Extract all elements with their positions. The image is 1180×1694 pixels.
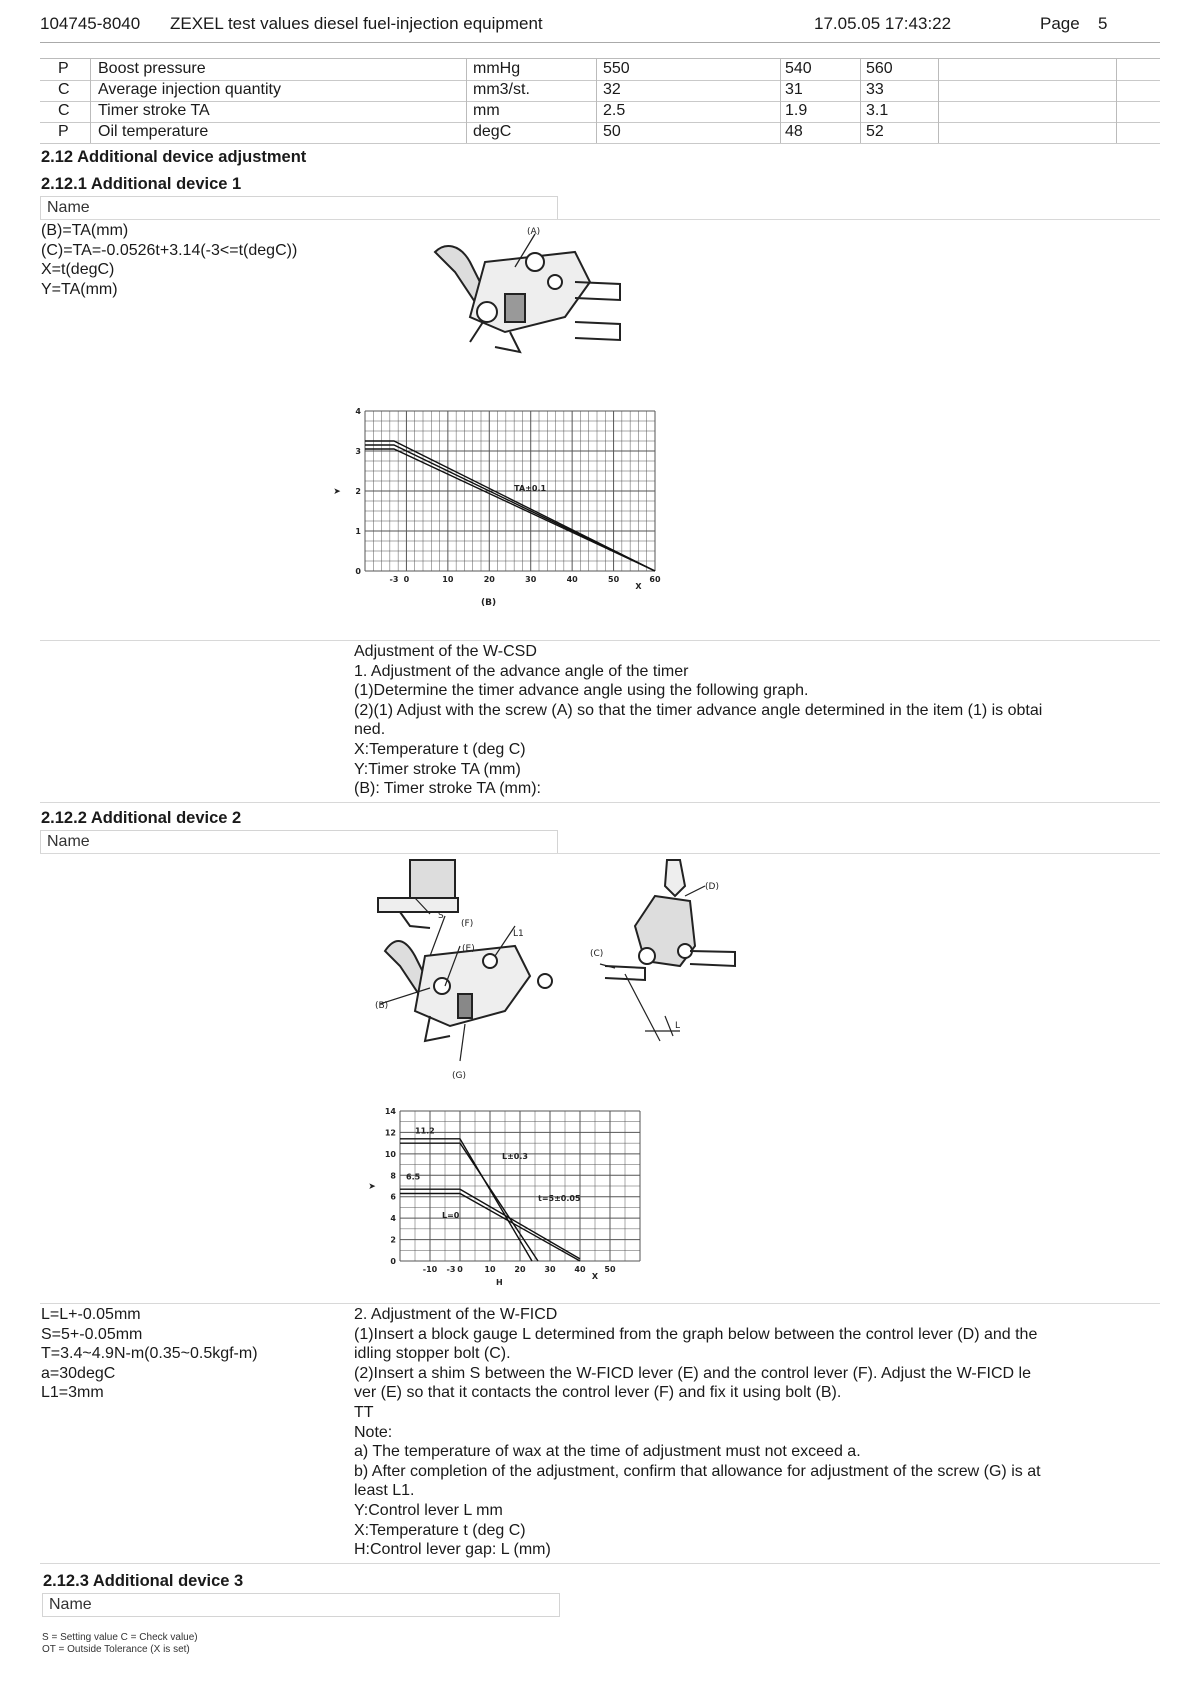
- row-name: Timer stroke TA: [98, 102, 210, 119]
- table-col-divider: [596, 59, 597, 143]
- x-tick-label: -10: [422, 1265, 438, 1274]
- y-tick-label: 0: [390, 1257, 396, 1266]
- y-tick-label: 2: [390, 1235, 396, 1245]
- row-value: 50: [603, 123, 621, 140]
- device3-title: 2.12.3 Additional device 3: [43, 1572, 244, 1590]
- instruction-line: b) After completion of the adjustment, confirm that allowance for adjustment of the screw (G) is at: [354, 1462, 1041, 1480]
- param-line: a=30degC: [41, 1364, 116, 1382]
- row-type: P: [58, 60, 69, 77]
- w-ficd-mechanism-drawing: [370, 856, 570, 1086]
- y-tick-label: 2: [355, 487, 361, 496]
- device1-name-field: Name: [40, 196, 558, 220]
- instruction-line: a) The temperature of wax at the time of adjustment must not exceed a.: [354, 1443, 861, 1461]
- param-line: (B)=TA(mm): [41, 222, 129, 239]
- row-type: C: [58, 102, 70, 119]
- x-tick-label: 30: [525, 575, 537, 584]
- doc-number: 104745-8040: [40, 14, 141, 33]
- doc-title: ZEXEL test values diesel fuel-injection equipment: [170, 14, 543, 33]
- table-row: [40, 101, 1160, 123]
- instruction-line: (2)Insert a shim S between the W-FICD lever (E) and the control lever (F). Adjust the W-FICD le: [354, 1364, 1031, 1382]
- chart-annotation: L=0: [442, 1211, 460, 1221]
- chart-annotation: TA±0.1: [514, 484, 547, 493]
- figure-label-a: (A): [527, 227, 541, 237]
- table-col-divider: [466, 59, 467, 143]
- device2-name-field: Name: [40, 830, 558, 854]
- row-max: 3.1: [866, 102, 889, 119]
- x-axis-label: X: [635, 582, 642, 591]
- row-type: P: [58, 123, 69, 140]
- instruction-line: least L1.: [354, 1482, 415, 1500]
- figure-label-g: (G): [452, 1071, 466, 1081]
- device1-bottom-rule: [40, 802, 1160, 803]
- instruction-line: 2. Adjustment of the W-FICD: [354, 1306, 558, 1323]
- chart-annotation: t=5±0.05: [538, 1194, 581, 1203]
- chart-annotation: 6.5: [406, 1172, 421, 1182]
- x-tick-label: 40: [574, 1265, 586, 1274]
- instruction-line: ver (E) so that it contacts the control lever (F) and fix it using bolt (B).: [354, 1384, 842, 1402]
- y-tick-label: 3: [355, 447, 361, 456]
- page-number: 5: [1098, 14, 1108, 33]
- x-tick-label: 30: [544, 1265, 556, 1274]
- row-min: 31: [785, 81, 803, 98]
- series-line-center: [365, 445, 655, 571]
- figure-label-b: (B): [375, 1001, 389, 1011]
- device3-name-field: Name: [42, 1593, 560, 1617]
- param-line: Y=TA(mm): [41, 280, 118, 298]
- instruction-line: TT: [354, 1403, 374, 1421]
- row-unit: mm3/st.: [473, 81, 530, 98]
- table-col-divider: [780, 59, 781, 143]
- instruction-line: idling stopper bolt (C).: [354, 1345, 511, 1363]
- row-name: Average injection quantity: [98, 81, 281, 98]
- device2-bottom-rule: [40, 1563, 1160, 1564]
- figure-label-d: (D): [705, 882, 719, 892]
- control-lever-gap-chart: [368, 1105, 710, 1300]
- instruction-line: H:Control lever gap: L (mm): [354, 1541, 551, 1559]
- section-title: 2.12 Additional device adjustment: [41, 148, 307, 166]
- instruction-line: (B): Timer stroke TA (mm):: [354, 780, 541, 798]
- legend-line: OT = Outside Tolerance (X is set): [42, 1644, 190, 1655]
- figure-label-s: S: [438, 911, 444, 921]
- x-tick-label: 0: [403, 575, 410, 584]
- row-unit: degC: [473, 123, 512, 140]
- param-line: X=t(degC): [41, 261, 115, 279]
- h-axis-label: H: [496, 1278, 503, 1287]
- row-name: Boost pressure: [98, 60, 206, 77]
- w-csd-mechanism-drawing: [425, 222, 645, 362]
- instruction-line: 1. Adjustment of the advance angle of the timer: [354, 662, 689, 680]
- x-tick-label: -3: [389, 575, 399, 584]
- table-row: [40, 122, 1160, 144]
- y-tick-label: 1: [355, 527, 361, 536]
- chart-annotation: 11.2: [415, 1126, 435, 1136]
- series-line-upper: [365, 441, 655, 571]
- legend-line: S = Setting value C = Check value): [42, 1632, 198, 1643]
- row-min: 48: [785, 123, 803, 140]
- x-tick-label: 50: [604, 1265, 616, 1274]
- instruction-line: ned.: [354, 721, 386, 739]
- row-max: 52: [866, 123, 884, 140]
- x-tick-label: 10: [484, 1265, 496, 1274]
- device2-top-rule: [40, 853, 1160, 854]
- figure-label-l: L: [675, 1021, 681, 1031]
- page-header: [0, 0, 1180, 44]
- row-max: 560: [866, 60, 893, 77]
- control-lever-drawing: [585, 856, 745, 1056]
- y-tick-label: 14: [384, 1107, 396, 1116]
- x-tick-label: 20: [514, 1265, 526, 1274]
- device2-instructions: [354, 1305, 1041, 1560]
- chart-bottom-label: (B): [481, 598, 497, 608]
- instruction-line: Adjustment of the W-CSD: [354, 643, 537, 660]
- table-col-divider: [860, 59, 861, 143]
- figure-label-l1: L1: [513, 929, 524, 939]
- device1-mid-rule: [40, 640, 1160, 641]
- x-axis-label: X: [591, 1272, 599, 1281]
- instruction-line: (1)Insert a block gauge L determined from the graph below between the control lever (D) and the: [354, 1325, 1038, 1343]
- device1-top-rule: [40, 219, 1160, 220]
- instruction-line: Y:Timer stroke TA (mm): [354, 760, 521, 778]
- table-col-divider: [1116, 59, 1117, 143]
- series-line-lower: [365, 449, 655, 571]
- y-tick-label: 8: [390, 1171, 396, 1181]
- device2-params: [41, 1305, 258, 1403]
- device1-params: [41, 221, 297, 299]
- y-tick-label: 10: [384, 1149, 396, 1159]
- table-col-divider: [938, 59, 939, 143]
- param-line: S=5+-0.05mm: [41, 1325, 143, 1343]
- instruction-line: Note:: [354, 1423, 393, 1441]
- row-name: Oil temperature: [98, 123, 209, 140]
- instruction-line: Y:Control lever L mm: [354, 1501, 503, 1519]
- device2-mid-rule: [40, 1303, 1160, 1304]
- param-line: L1=3mm: [41, 1384, 104, 1402]
- x-tick-label: -3: [446, 1265, 456, 1274]
- x-tick-label: 0: [457, 1265, 463, 1274]
- figure-label-f: (F): [461, 919, 474, 929]
- device1-instructions: [354, 642, 1042, 799]
- device1-title: 2.12.1 Additional device 1: [41, 175, 242, 193]
- row-value: 550: [603, 60, 630, 77]
- chart-annotation: L±0.3: [502, 1152, 528, 1162]
- table-row: [40, 80, 1160, 102]
- doc-timestamp: 17.05.05 17:43:22: [814, 14, 952, 33]
- param-line: T=3.4~4.9N-m(0.35~0.5kgf-m): [41, 1345, 258, 1363]
- y-tick-label: 12: [384, 1128, 396, 1138]
- figure-label-e: (E): [462, 944, 475, 954]
- param-line: L=L+-0.05mm: [41, 1306, 141, 1323]
- x-tick-label: 50: [608, 575, 620, 584]
- row-value: 2.5: [603, 102, 626, 119]
- row-value: 32: [603, 81, 621, 98]
- page-label: Page: [1040, 14, 1080, 33]
- instruction-line: (1)Determine the timer advance angle using the following graph.: [354, 682, 809, 700]
- y-tick-label: 6: [390, 1192, 396, 1202]
- x-tick-label: 60: [649, 575, 661, 584]
- y-tick-label: 4: [390, 1214, 396, 1224]
- instruction-line: (2)(1) Adjust with the screw (A) so that the timer advance angle determined in the item (1) is obtai: [354, 701, 1043, 719]
- y-tick-label: 0: [355, 567, 361, 576]
- header-divider: [40, 42, 1160, 43]
- row-min: 540: [785, 60, 812, 77]
- figure-label-c: (C): [590, 949, 604, 959]
- timer-stroke-chart: [333, 405, 725, 630]
- row-max: 33: [866, 81, 884, 98]
- table-col-divider: [90, 59, 91, 143]
- instruction-line: X:Temperature t (deg C): [354, 1521, 526, 1539]
- row-min: 1.9: [785, 102, 808, 119]
- y-tick-label: 4: [355, 407, 361, 416]
- row-unit: mm: [473, 102, 500, 119]
- table-row: [40, 59, 1160, 81]
- instruction-line: X:Temperature t (deg C): [354, 740, 526, 758]
- device2-title: 2.12.2 Additional device 2: [41, 809, 242, 827]
- x-tick-label: 10: [442, 575, 454, 584]
- x-tick-label: 40: [566, 575, 578, 584]
- param-line: (C)=TA=-0.0526t+3.14(-3<=t(degC)): [41, 241, 298, 259]
- footer-legend: [42, 1632, 198, 1656]
- row-unit: mmHg: [473, 60, 521, 77]
- y-axis-label: ➤: [333, 487, 341, 497]
- row-type: C: [58, 81, 70, 98]
- y-axis-label: ➤: [368, 1182, 376, 1192]
- x-tick-label: 20: [483, 575, 495, 584]
